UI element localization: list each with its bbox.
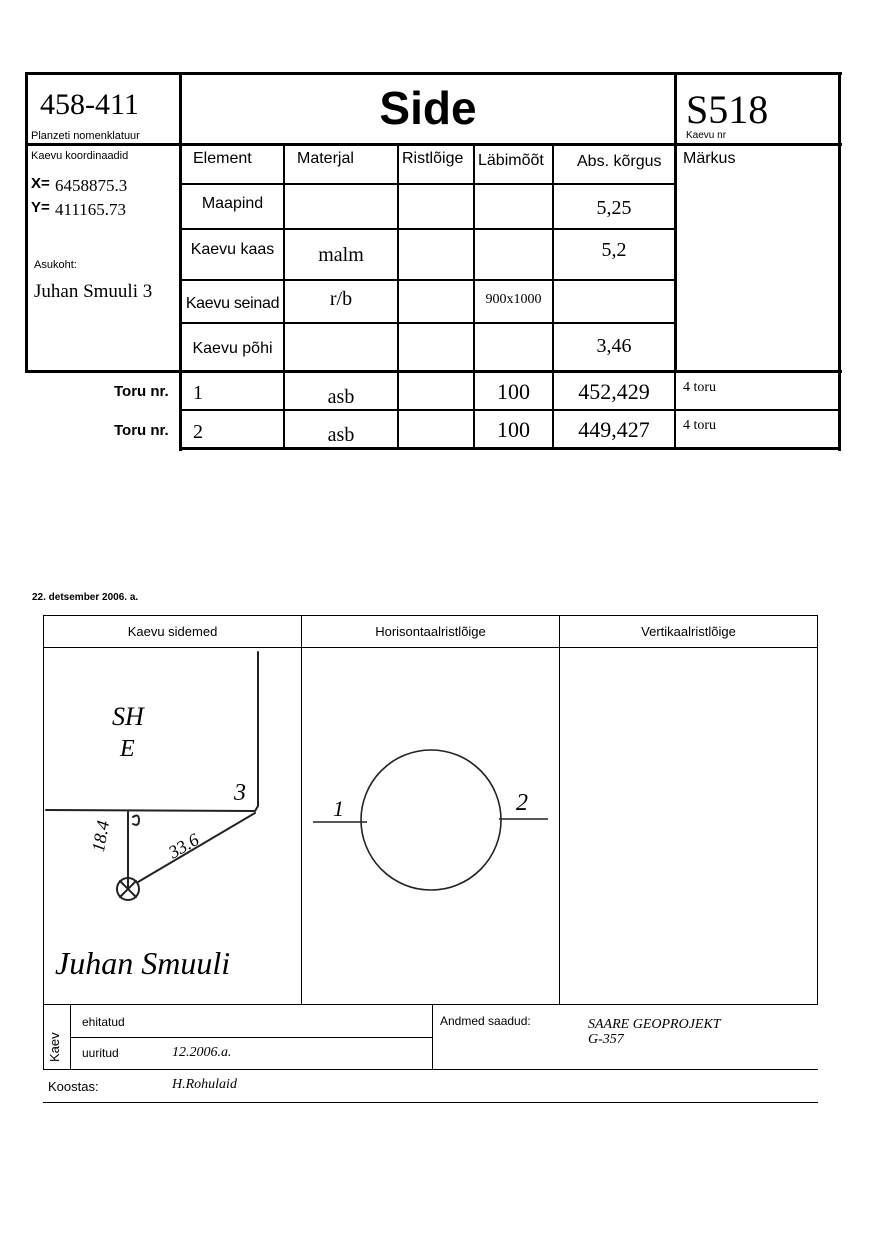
col-element: Element — [193, 150, 252, 167]
planzeti-number: 458-411 — [40, 88, 139, 121]
location-value: Juhan Smuuli 3 — [34, 281, 153, 302]
pipe-label: Toru nr. — [114, 422, 169, 439]
table-row-element: Kaevu seinad — [185, 295, 280, 312]
x-label: X= — [31, 175, 50, 192]
table-row-korgus: 5,25 — [596, 196, 632, 219]
sketch-label-sh: SH — [112, 702, 144, 731]
col-labimoot: Läbimõõt — [478, 152, 544, 169]
pipe-diameter: 100 — [497, 379, 530, 404]
table-row-labimoot: 900x1000 — [485, 292, 542, 307]
pipe-1-marker: 1 — [333, 796, 344, 821]
table-row-element: Kaevu põhi — [192, 340, 273, 357]
sketch-label-e: E — [120, 736, 135, 762]
sketch-distance-diagonal: 33.6 — [165, 829, 203, 863]
pipe-material: asb — [327, 385, 355, 408]
footer-built-label: ehitatud — [82, 1015, 125, 1029]
well-number: S518 — [686, 87, 769, 132]
footer-author-label: Koostas: — [48, 1079, 99, 1094]
well-number-label: Kaevu nr — [686, 130, 727, 141]
pipe-number: 2 — [193, 421, 203, 443]
footer-surveyed-value: 12.2006.a. — [172, 1045, 232, 1060]
sketch-label-corner: 3 — [234, 780, 246, 806]
footer-surveyed-label: uuritud — [82, 1046, 119, 1060]
pipe-note: 4 toru — [683, 418, 717, 433]
pipe-2-marker: 2 — [516, 790, 528, 816]
document-date: 22. detsember 2006. a. — [32, 592, 139, 603]
sketch-distance-vertical: 18.4 — [88, 818, 114, 854]
location-label: Asukoht: — [34, 259, 77, 271]
footer-data-source-label: Andmed saadud: — [440, 1014, 531, 1028]
sketch-header-connections: Kaevu sidemed — [127, 624, 218, 639]
sketch-header-horizontal: Horisontaalristlõige — [375, 624, 486, 639]
coords-label: Kaevu koordinaadid — [31, 150, 129, 162]
table-row-materjal: malm — [318, 243, 364, 266]
y-value: 411165.73 — [55, 200, 126, 219]
pipe-label: Toru nr. — [114, 383, 169, 400]
col-markus: Märkus — [683, 150, 736, 167]
pipe-diameter: 100 — [497, 417, 530, 442]
table-row-korgus: 3,46 — [596, 334, 632, 357]
x-value: 6458875.3 — [55, 176, 128, 195]
col-ristloige: Ristlõige — [402, 150, 464, 167]
footer-kaev-label: Kaev — [47, 1032, 62, 1062]
planzeti-label: Planzeti nomenklatuur — [31, 130, 140, 142]
col-materjal: Materjal — [297, 150, 354, 167]
sketch-street-label: Juhan Smuuli — [55, 945, 231, 981]
table-row-element: Maapind — [201, 195, 264, 212]
pipe-note: 4 toru — [683, 380, 717, 395]
pipe-height: 452,429 — [578, 379, 650, 404]
table-row-materjal: r/b — [329, 287, 353, 310]
card-title: Side — [379, 82, 477, 134]
footer-data-source-value: SAARE GEOPROJEKT — [588, 1017, 721, 1032]
y-label: Y= — [31, 199, 50, 216]
table-row-element: Kaevu kaas — [190, 241, 275, 258]
sketch-header-vertical: Vertikaalristlõige — [641, 624, 736, 639]
pipe-material: asb — [327, 423, 355, 446]
col-korgus: Abs. kõrgus — [577, 153, 662, 170]
pipe-height: 449,427 — [578, 417, 650, 442]
footer-data-source-code: G-357 — [588, 1032, 624, 1047]
footer-author-value: H.Rohulaid — [172, 1077, 237, 1092]
table-row-korgus: 5,2 — [601, 238, 627, 261]
pipe-number: 1 — [193, 382, 203, 404]
